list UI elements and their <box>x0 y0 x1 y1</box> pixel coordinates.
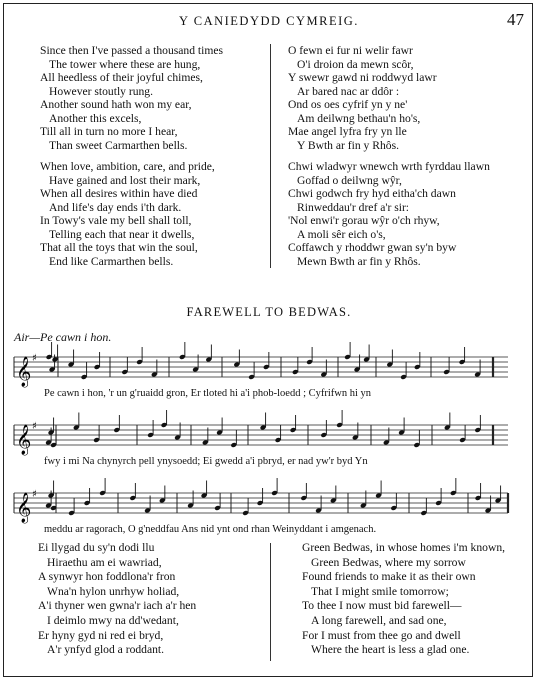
verse-line: A long farewell, and sad one, <box>311 613 447 627</box>
lyric-line-3: meddu ar ragorach, O g'neddfau Ans nid ynt ond rhan Weinyddant i amgenach. <box>44 524 377 535</box>
verse-line: Have gained and lost their mark, <box>49 173 201 187</box>
verse-line: All heedless of their joyful chimes, <box>40 71 203 84</box>
sharp-icon: ♯ <box>32 353 37 364</box>
verse-line: In Towy's vale my bell shall toll, <box>40 214 192 227</box>
verse-line: Till all in turn no more I hear, <box>40 125 178 138</box>
verse-line: Er hyny gyd ni red ei bryd, <box>38 628 164 642</box>
verse-line: Hiraethu am ei wawriad, <box>47 555 162 569</box>
verse-line: However stoutly rung. <box>49 84 154 98</box>
verse-line: That I might smile tomorrow; <box>311 584 449 598</box>
verse-line: Ond os oes cyfrif yn y ne' <box>288 98 408 111</box>
verse-line: A moli sêr eich o's, <box>297 227 386 241</box>
page-number: 47 <box>507 10 524 29</box>
treble-clef-icon: 𝄞 <box>16 357 32 387</box>
verse-line: The tower where these are hung, <box>49 57 201 71</box>
verse-line: O'i droion da mewn scôr, <box>297 57 414 71</box>
treble-clef-icon: 𝄞 <box>16 493 32 523</box>
verse-line: Mae angel lyfra fry yn lle <box>288 125 407 138</box>
column-divider-bottom <box>270 543 271 661</box>
verse-line: A'i thyner wen gwna'r iach a'r hen <box>38 599 197 613</box>
verse-line: Rinweddau'r dref a'r sir: <box>297 200 410 214</box>
english-verse-bottom <box>302 541 505 658</box>
verse-line: Ei llygad du sy'n dodi llu <box>38 541 155 554</box>
verse-line: O fewn ei fur ni welir fawr <box>288 44 413 57</box>
verse-line: And life's day ends i'th dark. <box>49 200 182 214</box>
verse-line: Another sound hath won my ear, <box>40 98 192 111</box>
verse-line: Chwi godwch fry hyd eitha'ch dawn <box>288 187 456 200</box>
verse-line: Coffawch y rhoddwr gwan sy'n byw <box>288 241 457 254</box>
verse-line: When all desires within have died <box>40 187 198 200</box>
verse-line: Y Bwth ar fin y Rhôs. <box>297 138 399 152</box>
sharp-icon: ♯ <box>32 489 37 500</box>
verse-line: 'Nol enwi'r gorau wŷr o'ch rhyw, <box>288 214 440 227</box>
verse-line: Mewn Bwth ar fin y Rhôs. <box>297 254 421 268</box>
song-title: FAREWELL TO BEDWAS. <box>186 305 352 319</box>
verse-line: Found friends to make it as their own <box>302 570 476 584</box>
verse-line: Since then I've passed a thousand times <box>40 44 224 57</box>
verse-line: To thee I now must bid farewell— <box>302 599 462 613</box>
verse-line: Green Bedwas, in whose homes i'm known, <box>302 541 506 554</box>
verse-line: Ar bared nac ar ddôr : <box>297 84 400 98</box>
verse-line: Goffad o deilwng wŷr, <box>297 173 402 187</box>
lyric-line-1: Pe cawn i hon, 'r un g'ruaidd gron, Er tloted hi a'i phob-loedd ; Cyfrifwn hi yn <box>44 388 372 399</box>
verse-line: A'r ynfyd glod a roddant. <box>47 643 165 657</box>
verse-line: For I must from thee go and dwell <box>302 628 461 642</box>
verse-line: Telling each that near it dwells, <box>49 227 195 241</box>
treble-clef-icon: 𝄞 <box>16 425 32 455</box>
verse-line: Where the heart is less a glad one. <box>311 643 470 657</box>
running-head-title: Y CANIEDYDD CYMREIG. <box>179 14 359 28</box>
verse-line: Wna'n hylon unrhyw holiad, <box>47 584 180 598</box>
verse-line: Chwi wladwyr wnewch wrth fyrddau llawn <box>288 160 490 173</box>
verse-line: That all the toys that win the soul, <box>40 241 198 254</box>
verse-line: When love, ambition, care, and pride, <box>40 160 215 173</box>
verse-line: I deimlo mwy na dd'wedant, <box>47 613 179 627</box>
verse-line: Green Bedwas, where my sorrow <box>311 555 466 569</box>
verse-line: Than sweet Carmarthen bells. <box>49 138 188 152</box>
verse-line: Another this excels, <box>49 111 142 125</box>
verse-line: End like Carmarthen bells. <box>49 254 174 268</box>
verse-line: A synwyr hon foddlona'r fron <box>38 570 176 584</box>
verse-line: Am deilwng bethau'n ho's, <box>297 111 421 125</box>
air-label: Air—Pe cawn i hon. <box>14 330 112 344</box>
welsh-verse-bottom <box>38 541 196 658</box>
lyric-line-2: fwy i mi Na chynyrch pell ynysoedd; Ei gwedd a'i pbryd, er nad yw'r byd Yn <box>44 456 368 467</box>
sharp-icon: ♯ <box>32 421 37 432</box>
verse-line: Y swewr gawd ni roddwyd lawr <box>288 71 437 84</box>
